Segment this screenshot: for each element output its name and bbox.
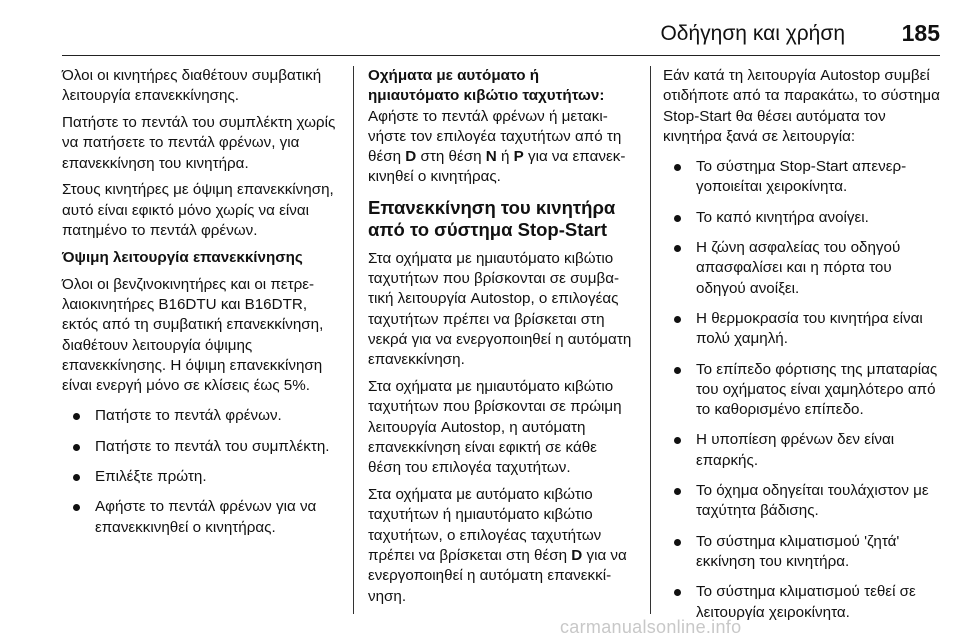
page-number: 185 xyxy=(901,20,940,46)
page-header xyxy=(62,0,940,56)
column-divider xyxy=(353,66,354,614)
paragraph: Πατήστε το πεντάλ του συμπλέκτη χωρίς να πατήσετε το πεντάλ φρένων, για επανεκκίνηση του κινητήρα. xyxy=(62,114,336,172)
watermark: carmanualsonline.info xyxy=(560,617,742,637)
subsection-heading: Όψιμη λειτουργία επανεκκίνησης xyxy=(62,248,303,266)
list-item: Επιλέξτε πρώτη. xyxy=(62,467,347,487)
bullet-list xyxy=(663,157,941,623)
paragraph: Στα οχήματα με αυτόματο κιβώτιο ταχυτήτων ή ημιαυτόματο κιβώτιο ταχυτήτων, ο επιλογέας ταχυτήτων πρέπει να βρίσκεται στη θέση D για να ενεργοποιηθεί η αυτόματη επανεκκίνηση. xyxy=(368,486,627,605)
paragraph: Στα οχήματα με ημιαυτόματο κιβώτιο ταχυτήτων που βρίσκονται σε συμβατική λειτουργία Autostop, ο επιλογέας ταχυτήτων πρέπει να βρίσκεται στη νεκρά για να ενεργοποιηθεί η αυτόματη επανεκκίνηση. xyxy=(368,249,632,369)
list-item: Πατήστε το πεντάλ του συμπλέκτη. xyxy=(62,437,347,457)
list-item: Το σύστημα κλιματισμού τεθεί σε λειτουργία χειροκίνητα. xyxy=(663,582,941,623)
list-item: Πατήστε το πεντάλ φρένων. xyxy=(62,406,347,426)
list-item: Η ζώνη ασφαλείας του οδηγού απασφαλίσει και η πόρτα του οδηγού ανοίξει. xyxy=(663,238,941,299)
column-middle xyxy=(368,66,634,613)
list-item: Η υποπίεση φρένων δεν είναι επαρκής. xyxy=(663,430,941,471)
list-item: Το σύστημα Stop-Start απενεργοποιείται χειροκίνητα. xyxy=(663,157,941,198)
paragraph: Στα οχήματα με ημιαυτόματο κιβώτιο ταχυτήτων που βρίσκονται σε πρώιμη λειτουργία Autostop, η αυτόματη επανεκκίνηση είναι εφικτή σε κάθε θέση του επιλογέα ταχυτήτων. xyxy=(368,378,622,477)
subsection-heading: Οχήματα με αυτόματο ή ημιαυτόματο κιβώτιο ταχυτήτων: xyxy=(368,67,605,105)
paragraph: Εάν κατά τη λειτουργία Autostop συμβεί οτιδήποτε από τα παρακάτω, το σύστημα Stop-Start θα θέσει αυτόματα τον κινητήρα ξανά σε λειτουργία: xyxy=(663,67,940,145)
paragraph: Όλοι οι βενζινοκινητήρες και οι πετρελαιοκινητήρες B16DTU και B16DTR, εκτός από τη συμβατική επανεκκίνηση, διαθέτουν λειτουργία όψιμης επανεκκίνησης. Η όψιμη επανεκκίνηση είναι ενεργή μόνο σε κλίσεις έως 5%. xyxy=(62,275,324,395)
list-item: Το σύστημα κλιματισμού 'ζητά' εκκίνηση του κινητήρα. xyxy=(663,532,941,573)
column-divider xyxy=(650,66,651,614)
list-item: Το επίπεδο φόρτισης της μπαταρίας του οχήματος είναι χαμηλότερο από το καθορισμένο επίπεδο. xyxy=(663,360,941,421)
list-item: Το καπό κινητήρα ανοίγει. xyxy=(663,208,941,228)
paragraph: Αφήστε το πεντάλ φρένων ή μετακινήστε τον επιλογέα ταχυτήτων από τη θέση D στη θέση N ή P για να επανεκκινηθεί ο κινητήρας. xyxy=(368,107,626,186)
section-heading: Επανεκκίνηση του κινητήρα από το σύστημα Stop-Start xyxy=(368,196,616,240)
list-item: Το όχημα οδηγείται τουλάχιστον με ταχύτητα βάδισης. xyxy=(663,481,941,522)
list-item: Αφήστε το πεντάλ φρένων για να επανεκκινηθεί ο κινητήρας. xyxy=(62,497,347,538)
paragraph: Όλοι οι κινητήρες διαθέτουν συμβατική λειτουργία επανεκκίνησης. xyxy=(62,67,322,105)
column-left xyxy=(62,66,347,548)
list-item: Η θερμοκρασία του κινητήρα είναι πολύ χαμηλή. xyxy=(663,309,941,350)
section-title: Οδήγηση και χρήση xyxy=(660,22,845,45)
column-right xyxy=(663,66,941,633)
bullet-list xyxy=(62,406,347,537)
paragraph: Στους κινητήρες με όψιμη επανεκκίνηση, αυτό είναι εφικτό μόνο χωρίς να είναι πατημένο το πεντάλ φρένων. xyxy=(62,181,334,240)
